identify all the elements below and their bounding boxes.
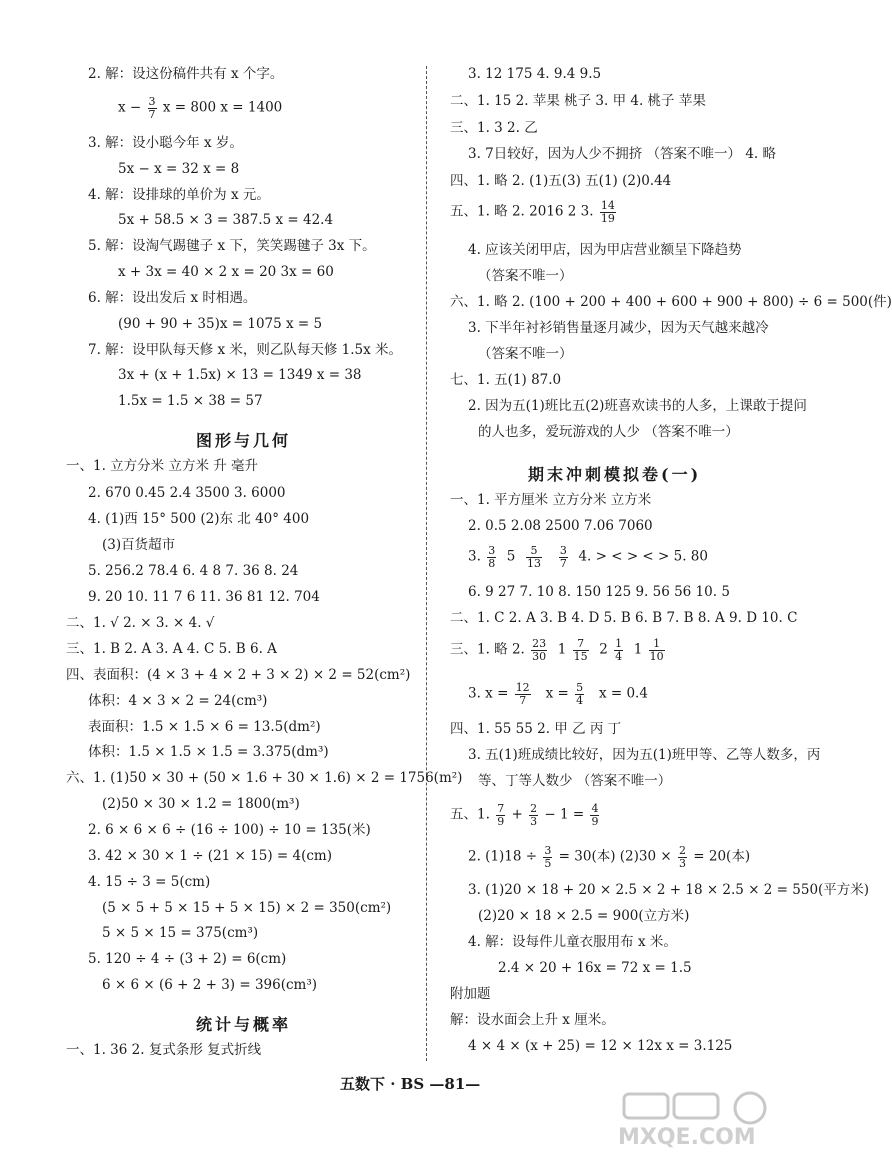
answer-line: 6 × 6 × (6 + 2 + 3) = 396(cm³) (102, 977, 318, 993)
answer-line: 体积：4 × 3 × 2 = 24(cm³) (88, 693, 268, 709)
answer-line: (2)20 × 18 × 2.5 = 900(立方米) (478, 908, 690, 924)
answer-line: 五、1. $\frac{7}{9}$ + $\frac{2}{3}$ − 1 = $\frac{4}{9}$ (450, 802, 599, 828)
section-heading-final-exam: 期末冲刺模拟卷(一) (528, 465, 702, 484)
svg-text:MXQE.COM: MXQE.COM (618, 1125, 756, 1150)
answer-line: 4. (1)西 15° 500 (2)东 北 40° 400 (88, 511, 310, 527)
fraction: $\frac{4}{9}$ (591, 802, 599, 828)
section-heading-statistics: 统计与概率 (196, 1015, 292, 1034)
fraction: $\frac{2}{3}$ (530, 802, 538, 828)
answer-line: 7. 解：设甲队每天修 x 米，则乙队每天修 1.5x 米。 (88, 342, 403, 358)
fraction: $\frac{5}{4}$ (576, 681, 584, 707)
answer-line: 3. x = $\frac{12}{7}$ x = $\frac{5}{4}$ x = 0.4 (468, 681, 648, 707)
fraction: $\frac{1}{4}$ (615, 637, 623, 663)
fraction: $\frac{5}{13}$ (526, 544, 541, 570)
answer-line: 4. 应该关闭甲店，因为甲店营业额呈下降趋势 (468, 242, 742, 258)
fraction: $\frac{12}{7}$ (515, 681, 530, 707)
answer-line: 6. 9 27 7. 10 8. 150 125 9. 56 56 10. 5 (468, 584, 730, 600)
fraction: $\frac{7}{9}$ (497, 802, 505, 828)
fraction: $\frac{3}{5}$ (544, 844, 552, 870)
answer-line: 四、1. 略 2. (1)五(3) 五(1) (2)0.44 (450, 173, 672, 189)
answer-line: 4 × 4 × (x + 25) = 12 × 12x x = 3.125 (468, 1038, 733, 1054)
answer-line: 六、1. 略 2. (100 + 200 + 400 + 600 + 900 + 800) ÷ 6 = 500(件) (450, 294, 892, 310)
equation-line: 5x − x = 32 x = 8 (118, 161, 240, 177)
answer-line: 4. 解：设每件儿童衣服用布 x 米。 (468, 934, 677, 950)
answer-line: 3. 解：设小聪今年 x 岁。 (88, 135, 243, 151)
fraction: $\frac{7}{15}$ (573, 637, 588, 663)
answer-line: 2. 670 0.45 2.4 3500 3. 6000 (88, 485, 286, 501)
fraction: $\frac{3}{7}$ (148, 95, 156, 121)
answer-line: 3. 12 175 4. 9.4 9.5 (468, 66, 602, 82)
answer-line: 七、1. 五(1) 87.0 (450, 372, 562, 388)
answer-line: 3. 7日较好，因为人少不拥挤 （答案不唯一） 4. 略 (468, 146, 777, 162)
answer-line: 5 × 5 × 15 = 375(cm³) (102, 925, 259, 941)
fraction: $\frac{3}{8}$ (488, 544, 496, 570)
answer-line: 5. 256.2 78.4 6. 4 8 7. 36 8. 24 (88, 563, 299, 579)
equation-line: (90 + 90 + 35)x = 1075 x = 5 (118, 316, 323, 332)
answer-line: 二、1. √ 2. × 3. × 4. √ (66, 615, 215, 631)
answer-line: 6. 解：设出发后 x 时相遇。 (88, 290, 257, 306)
answer-line: 三、1. B 2. A 3. A 4. C 5. B 6. A (66, 641, 277, 657)
answer-line: 3. $\frac{3}{8}$ 5 $\frac{5}{13}$ $\frac{3}{7}$ 4. > < > < > 5. 80 (468, 544, 708, 570)
fraction: $\frac{2}{3}$ (678, 844, 686, 870)
answer-line: 附加题 (450, 986, 491, 1002)
fraction: $\frac{14}{19}$ (600, 199, 615, 225)
equation-line: x − $\frac{3}{7}$ x = 800 x = 1400 (118, 95, 283, 121)
answer-line: 的人也多，爱玩游戏的人少 （答案不唯一） (478, 424, 739, 440)
answer-line: 四、1. 55 55 2. 甲 乙 丙 丁 (450, 721, 622, 737)
equation-line: x + 3x = 40 × 2 x = 20 3x = 60 (118, 264, 334, 280)
answer-line: 四、表面积：(4 × 3 + 4 × 2 + 3 × 2) × 2 = 52(cm²) (66, 667, 411, 683)
watermark-logo (610, 1092, 790, 1150)
section-heading-geometry: 图形与几何 (196, 431, 292, 450)
fraction: $\frac{1}{10}$ (649, 637, 664, 663)
answer-line: 一、1. 平方厘米 立方分米 立方米 (450, 492, 652, 508)
answer-line: 二、1. 15 2. 苹果 桃子 3. 甲 4. 桃子 苹果 (450, 93, 706, 109)
answer-line: 3. 下半年衬衫销售量逐月减少，因为天气越来越冷 (468, 320, 769, 336)
answer-line: 4. 15 ÷ 3 = 5(cm) (88, 874, 211, 890)
answer-line: 2. 因为五(1)班比五(2)班喜欢读书的人多，上课敢于提问 (468, 398, 807, 414)
page-footer: 五数下 · BS —81— (340, 1075, 481, 1093)
answer-line: 3. (1)20 × 18 + 20 × 2.5 × 2 + 18 × 2.5 × 2 = 550(平方米) (468, 882, 870, 898)
answer-line: 三、1. 3 2. 乙 (450, 120, 538, 136)
answer-line: 3. 42 × 30 × 1 ÷ (21 × 15) = 4(cm) (88, 848, 332, 864)
answer-line: 解：设水面会上升 x 厘米。 (450, 1012, 615, 1028)
equation-line: 5x + 58.5 × 3 = 387.5 x = 42.4 (118, 212, 334, 228)
answer-line: （答案不唯一） (478, 268, 573, 284)
answer-line: 二、1. C 2. A 3. B 4. D 5. B 6. B 7. B 8. A 9. D 10. C (450, 610, 798, 626)
answer-line: (5 × 5 + 5 × 15 + 5 × 15) × 2 = 350(cm²) (102, 900, 392, 916)
answer-line: （答案不唯一） (478, 346, 573, 362)
answer-line: 五、1. 略 2. 2016 2 3. $\frac{14}{19}$ (450, 199, 615, 225)
answer-line: (3)百货超市 (102, 537, 176, 553)
answer-line: 3. 五(1)班成绩比较好，因为五(1)班甲等、乙等人数多，丙 (468, 747, 821, 763)
fraction: $\frac{23}{30}$ (532, 637, 547, 663)
answer-line: 2. 0.5 2.08 2500 7.06 7060 (468, 518, 653, 534)
answer-line: 5. 解：设淘气踢毽子 x 下，笑笑踢毽子 3x 下。 (88, 238, 376, 254)
answer-line: 表面积：1.5 × 1.5 × 6 = 13.5(dm²) (88, 719, 321, 735)
answer-line: (2)50 × 30 × 1.2 = 1800(m³) (102, 796, 300, 812)
answer-line: 体积：1.5 × 1.5 × 1.5 = 3.375(dm³) (88, 744, 329, 760)
answer-line: 2. 6 × 6 × 6 ÷ (16 ÷ 100) ÷ 10 = 135(米) (88, 822, 371, 838)
column-divider (426, 66, 427, 1061)
answer-line: 六、1. (1)50 × 30 + (50 × 1.6 + 30 × 1.6) × 2 = 1756(m²) (66, 770, 463, 786)
answer-line: 一、1. 36 2. 复式条形 复式折线 (66, 1042, 262, 1058)
answer-line: 5. 120 ÷ 4 ÷ (3 + 2) = 6(cm) (88, 951, 287, 967)
answer-line: 2.4 × 20 + 16x = 72 x = 1.5 (498, 960, 692, 976)
answer-line: 9. 20 10. 11 7 6 11. 36 81 12. 704 (88, 589, 320, 605)
equation-line: 1.5x = 1.5 × 38 = 57 (118, 393, 263, 409)
answer-line: 三、1. 略 2. $\frac{23}{30}$ 1 $\frac{7}{15}$ 2 $\frac{1}{4}$ 1 $\frac{1}{10}$ (450, 637, 664, 663)
answer-line: 等、丁等人数少 （答案不唯一） (478, 773, 672, 789)
answer-line: 2. (1)18 ÷ $\frac{3}{5}$ = 30(本) (2)30 × $\frac{2}{3}$ = 20(本) (468, 844, 751, 870)
answer-line: 一、1. 立方分米 立方米 升 毫升 (66, 458, 259, 474)
fraction: $\frac{3}{7}$ (559, 544, 567, 570)
answer-line: 4. 解：设排球的单价为 x 元。 (88, 187, 270, 203)
answer-line: 2. 解：设这份稿件共有 x 个字。 (88, 66, 284, 82)
equation-line: 3x + (x + 1.5x) × 13 = 1349 x = 38 (118, 367, 362, 383)
